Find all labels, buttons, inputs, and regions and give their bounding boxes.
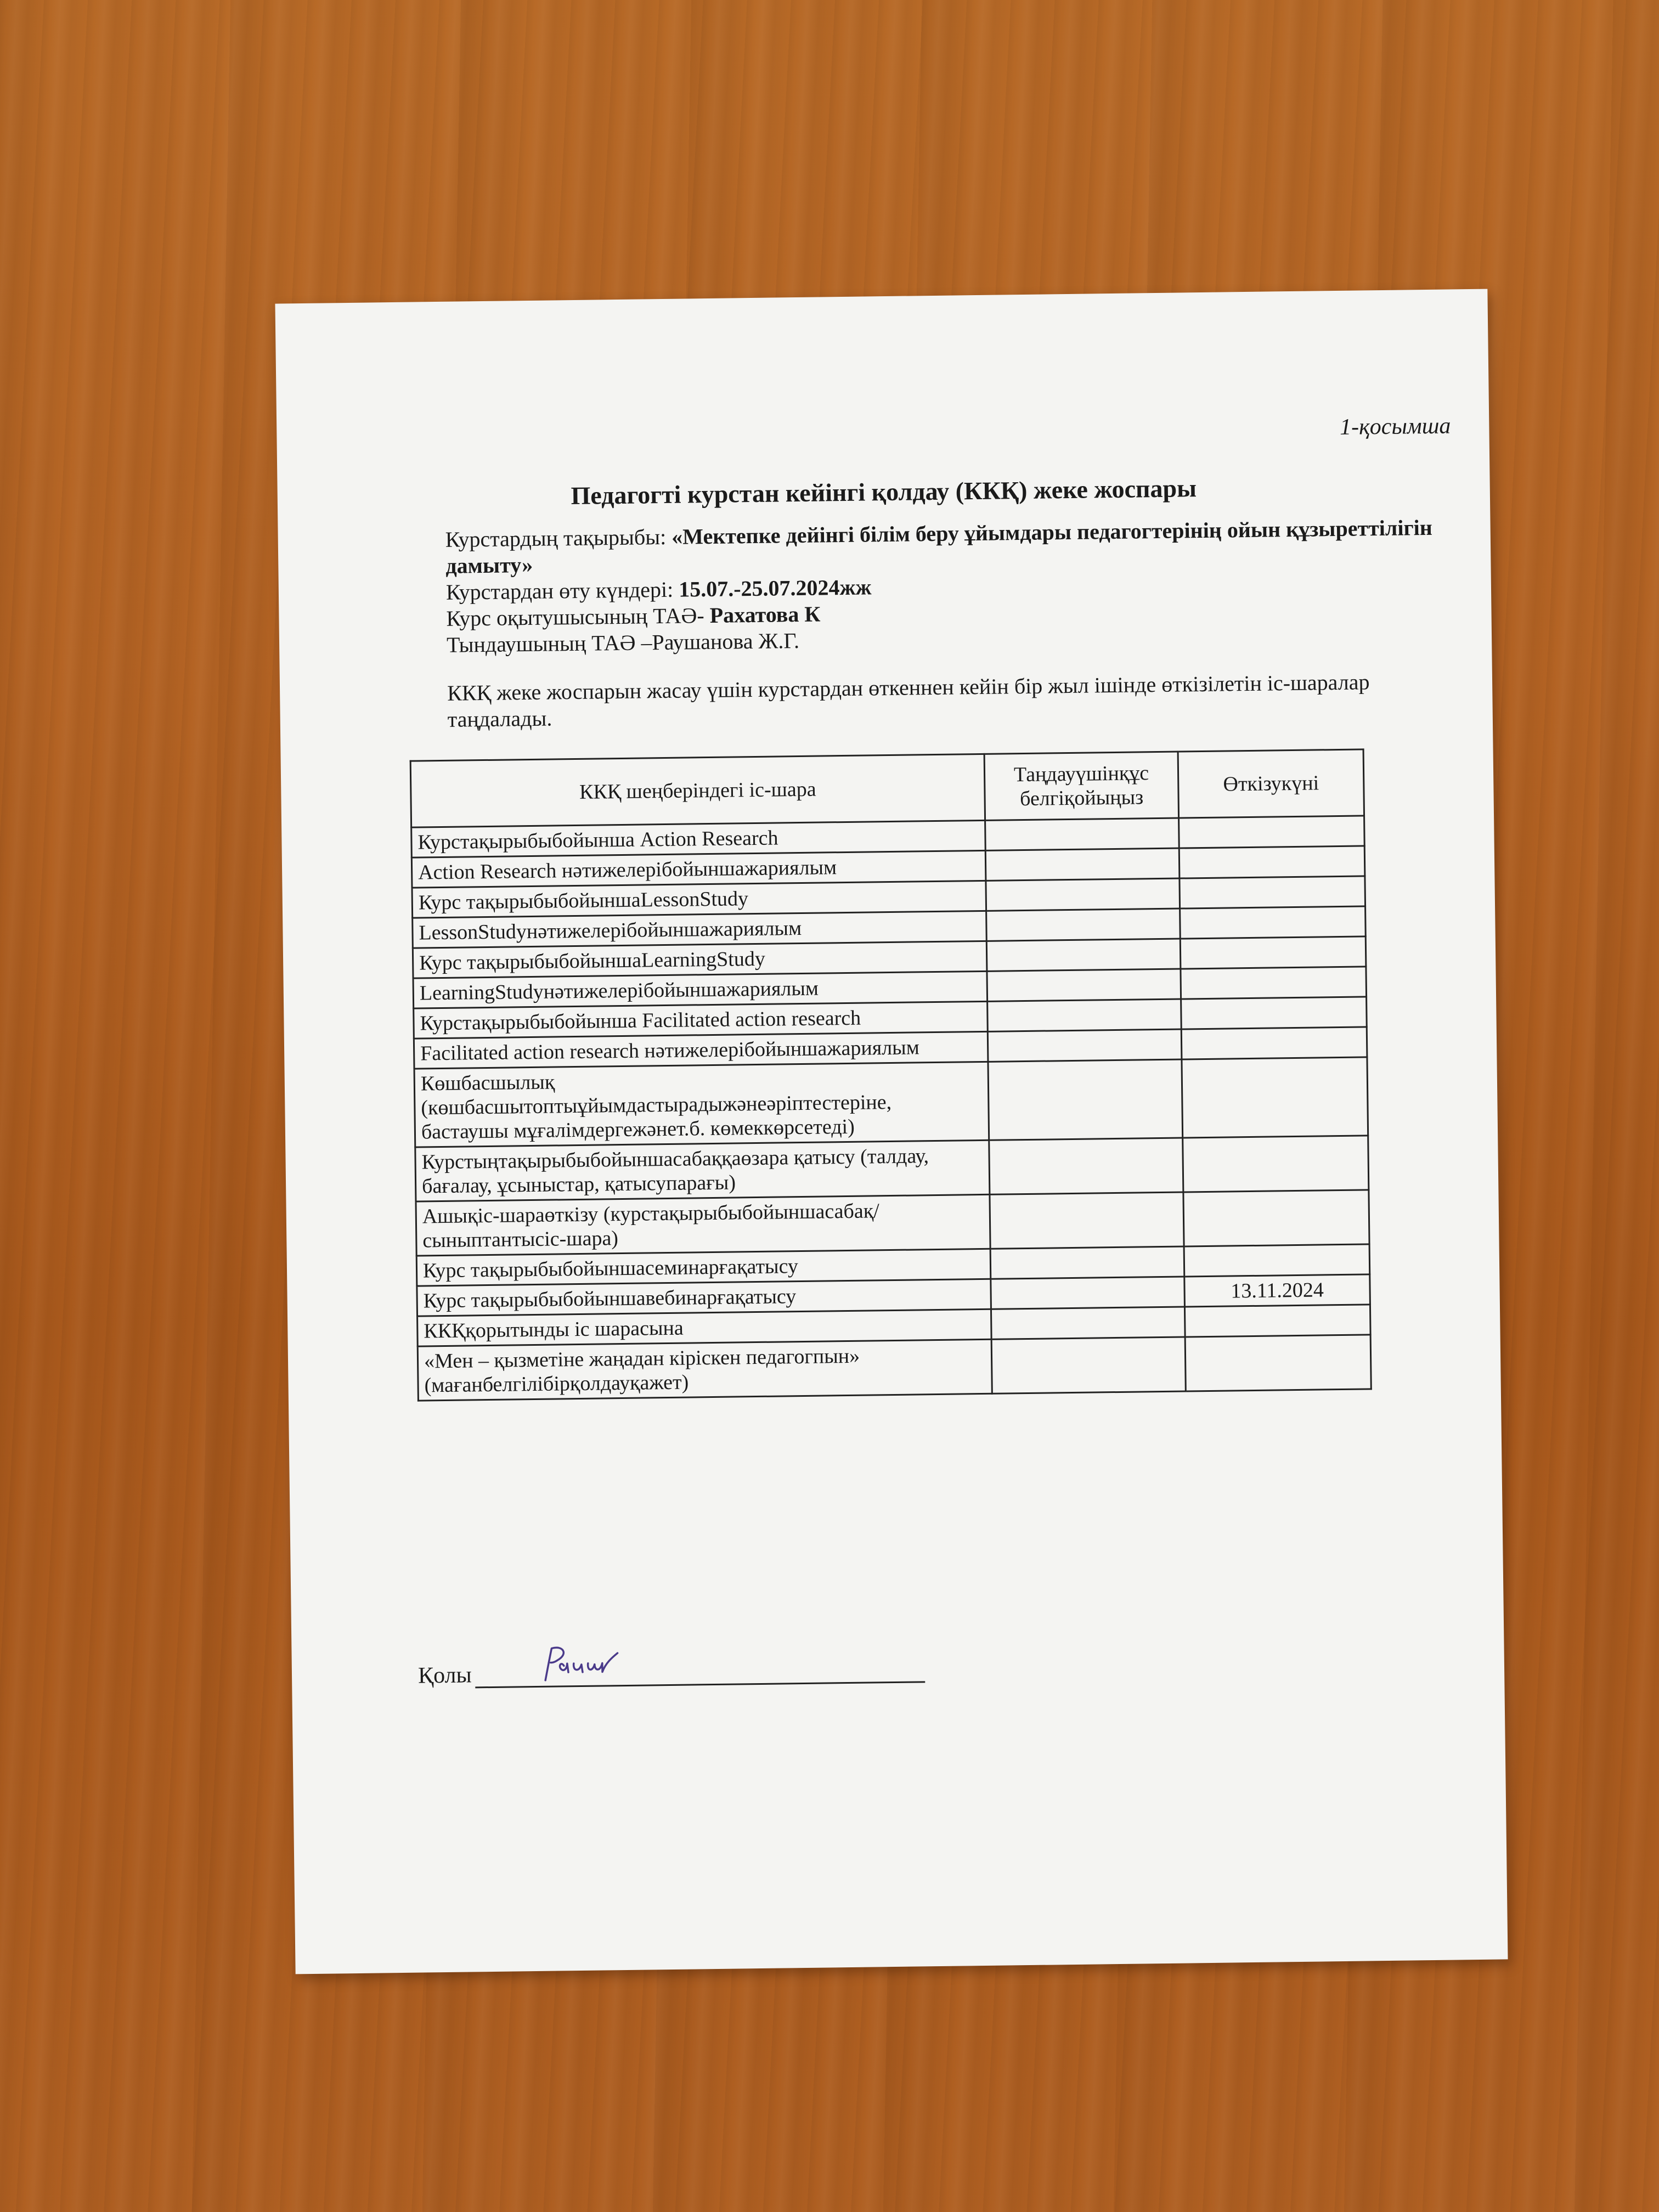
intro-text: ККҚ жеке жоспарын жасау үшін курстардан өткеннен кейін бір жыл ішінде өткізілетін іс-шаралар таңдалады. <box>447 669 1370 732</box>
activity-cell: ККҚқорытынды іс шарасына <box>417 1309 992 1346</box>
mark-cell[interactable] <box>991 1337 1186 1393</box>
activity-cell: Курстақырыбыбойынша Facilitated action research <box>414 1001 988 1039</box>
signature-label: Қолы <box>417 1662 472 1689</box>
course-dates-label: Курстардан өту күндері: <box>445 577 679 605</box>
mark-cell[interactable] <box>989 1138 1183 1194</box>
activity-cell: Ашықіс-шараөткізу (курстақырыбыбойыншасабақ/ сыныптантысіс-шара) <box>416 1194 990 1256</box>
header-date: Өткізукүні <box>1178 749 1364 818</box>
activity-cell: Facilitated action research нәтижелерібойыншажариялым <box>414 1031 988 1069</box>
activity-cell: Курс тақырыбыбойыншаLessonStudy <box>412 881 986 918</box>
course-topic-value: «Мектепке дейінгі білім беру ұйымдары педагогтерінің ойын құзыреттілігін дамыту» <box>445 515 1433 578</box>
activity-cell: LessonStudyнәтижелерібойыншажариялым <box>413 911 987 948</box>
date-cell[interactable] <box>1180 876 1365 909</box>
date-cell[interactable] <box>1181 1027 1367 1059</box>
document-sheet <box>275 289 1508 1974</box>
date-cell[interactable] <box>1180 936 1366 969</box>
table-row <box>417 1335 1371 1401</box>
mark-cell[interactable] <box>988 1059 1183 1140</box>
mark-cell[interactable] <box>991 1307 1185 1339</box>
activity-cell: Курстақырыбыбойынша Action Research <box>411 820 986 857</box>
course-teacher-label: Курс оқытушысының ТАӘ- <box>446 602 710 631</box>
date-cell[interactable] <box>1181 997 1367 1029</box>
table-header-row <box>410 749 1364 827</box>
date-cell[interactable] <box>1179 846 1365 878</box>
date-cell[interactable] <box>1184 1305 1370 1337</box>
date-cell[interactable]: 13.11.2024 <box>1184 1274 1370 1307</box>
document-title: Педагогті курстан кейінгі қолдау (ККҚ) жеке жоспары <box>571 474 1197 510</box>
listener-name: Тындаушының ТАӘ –Раушанова Ж.Г. <box>446 628 800 657</box>
signature-block <box>417 1643 924 1689</box>
mark-cell[interactable] <box>985 848 1180 881</box>
date-cell[interactable] <box>1180 906 1366 939</box>
activity-cell: Action Research нәтижелерібойыншажариялым <box>411 850 986 888</box>
activity-cell: Курс тақырыбыбойыншасеминарғақатысу <box>416 1249 991 1286</box>
activity-cell: Курс тақырыбыбойыншавебинарғақатысу <box>417 1279 991 1316</box>
date-cell[interactable] <box>1185 1335 1371 1391</box>
date-cell[interactable] <box>1183 1136 1369 1192</box>
mark-cell[interactable] <box>990 1192 1184 1249</box>
signature-line <box>475 1643 925 1688</box>
activity-cell: LearningStudyнәтижелерібойыншажариялым <box>413 971 988 1008</box>
mark-cell[interactable] <box>988 1029 1182 1062</box>
course-teacher-value: Рахатова К <box>709 601 821 628</box>
course-dates-value: 15.07.-25.07.2024жж <box>678 574 872 602</box>
course-info <box>445 514 1459 658</box>
date-cell[interactable] <box>1181 967 1367 999</box>
date-cell[interactable] <box>1182 1057 1368 1138</box>
course-topic-label: Курстардың тақырыбы: <box>445 524 672 552</box>
date-cell[interactable] <box>1183 1190 1369 1246</box>
activity-cell: «Мен – қызметіне жаңадан кіріскен педагогпын» (мағанбелгілібірқолдауқажет) <box>417 1339 992 1401</box>
mark-cell[interactable] <box>986 878 1180 911</box>
handwritten-signature <box>535 1641 645 1686</box>
activity-cell: Курстыңтақырыбыбойыншасабаққаөзара қатысу (талдау, бағалау, ұсыныстар, қатысупарағы) <box>415 1140 990 1201</box>
mark-cell[interactable] <box>988 999 1182 1031</box>
mark-cell[interactable] <box>990 1246 1184 1279</box>
appendix-label: 1-қосымша <box>1339 413 1451 440</box>
activity-cell: Көшбасшылық (көшбасшытоптыұйымдастырадыжәнеәріптестеріне, бастаушы мұғалімдергежәнет.б. көмеккөрсетеді) <box>414 1062 989 1147</box>
table-row <box>414 1057 1368 1147</box>
date-cell[interactable] <box>1179 816 1365 848</box>
activities-table <box>410 748 1372 1401</box>
header-mark: Таңдауүшінқұс белгіқойыңыз <box>984 752 1178 820</box>
mark-cell[interactable] <box>986 939 1181 971</box>
header-activity: ККҚ шеңберіндегі іс-шара <box>410 754 985 827</box>
date-cell[interactable] <box>1184 1244 1370 1277</box>
mark-cell[interactable] <box>985 818 1180 850</box>
activity-cell: Курс тақырыбыбойыншаLearningStudy <box>413 941 987 978</box>
mark-cell[interactable] <box>991 1277 1185 1309</box>
mark-cell[interactable] <box>987 969 1181 1001</box>
mark-cell[interactable] <box>986 909 1181 941</box>
